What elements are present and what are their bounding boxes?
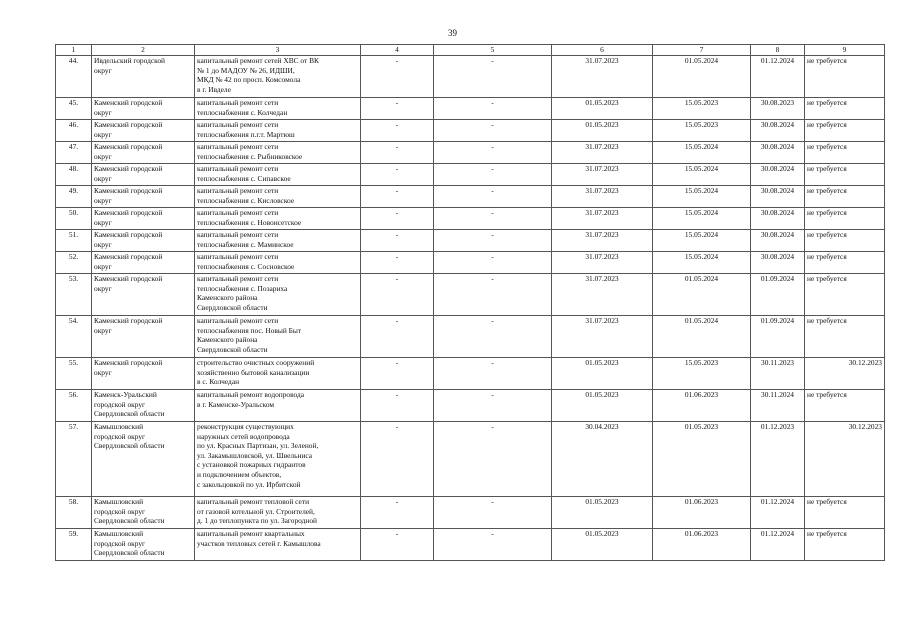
table-row: [56, 422, 885, 497]
column-5-cell: -: [434, 497, 552, 529]
date-mid-cell: 15.05.2024: [653, 252, 751, 274]
requirement-cell: не требуется: [805, 208, 885, 230]
municipality-cell: Каменский городской округ: [92, 186, 195, 208]
work-description-cell: капитальный ремонт сети теплоснабжения с. Кисловское: [195, 186, 361, 208]
date-mid-cell: 01.05.2023: [653, 422, 751, 497]
municipality-cell: Каменский городской округ: [92, 274, 195, 316]
column-5-cell: -: [434, 164, 552, 186]
date-mid-cell: 01.05.2024: [653, 274, 751, 316]
column-4-cell: -: [361, 529, 434, 561]
requirement-cell: 30.12.2023: [805, 358, 885, 390]
column-5-cell: -: [434, 230, 552, 252]
column-header: 8: [751, 45, 805, 56]
date-start-cell: 31.07.2023: [552, 316, 653, 358]
table-row: [56, 56, 885, 98]
requirement-cell: не требуется: [805, 56, 885, 98]
column-5-cell: -: [434, 208, 552, 230]
column-header: 2: [92, 45, 195, 56]
work-description-cell: капитальный ремонт водопровода в г. Каменске-Уральском: [195, 390, 361, 422]
municipality-cell: Каменский городской округ: [92, 164, 195, 186]
column-4-cell: -: [361, 186, 434, 208]
municipality-cell: Каменский городской округ: [92, 98, 195, 120]
date-end-cell: 30.08.2024: [751, 164, 805, 186]
requirement-cell: не требуется: [805, 186, 885, 208]
row-number-cell: 57.: [56, 422, 92, 497]
date-start-cell: 31.07.2023: [552, 252, 653, 274]
municipality-cell: Камышловский городской округ Свердловской области: [92, 529, 195, 561]
date-end-cell: 30.08.2023: [751, 98, 805, 120]
table-row: [56, 358, 885, 390]
column-4-cell: -: [361, 120, 434, 142]
date-start-cell: 31.07.2023: [552, 142, 653, 164]
column-5-cell: -: [434, 316, 552, 358]
municipality-cell: Каменский городской округ: [92, 120, 195, 142]
work-description-cell: капитальный ремонт сети теплоснабжения с. Рыбниковское: [195, 142, 361, 164]
row-number-cell: 58.: [56, 497, 92, 529]
column-5-cell: -: [434, 186, 552, 208]
column-5-cell: -: [434, 274, 552, 316]
table-row: [56, 390, 885, 422]
municipality-cell: Каменский городской округ: [92, 230, 195, 252]
date-mid-cell: 01.05.2024: [653, 56, 751, 98]
work-description-cell: капитальный ремонт сети теплоснабжения с. Колчедан: [195, 98, 361, 120]
row-number-cell: 48.: [56, 164, 92, 186]
requirement-cell: не требуется: [805, 529, 885, 561]
municipality-cell: Каменский городской округ: [92, 252, 195, 274]
date-start-cell: 31.07.2023: [552, 208, 653, 230]
row-number-cell: 59.: [56, 529, 92, 561]
work-description-cell: капитальный ремонт сети теплоснабжения с. Сипавское: [195, 164, 361, 186]
municipality-cell: Каменский городской округ: [92, 316, 195, 358]
column-4-cell: -: [361, 142, 434, 164]
date-end-cell: 01.12.2023: [751, 422, 805, 497]
requirement-cell: не требуется: [805, 164, 885, 186]
column-4-cell: -: [361, 56, 434, 98]
table-row: [56, 186, 885, 208]
table-row: [56, 497, 885, 529]
column-5-cell: -: [434, 358, 552, 390]
row-number-cell: 49.: [56, 186, 92, 208]
work-description-cell: строительство очистных сооружений хозяйственно бытовой канализации в с. Колчедан: [195, 358, 361, 390]
table-row: [56, 274, 885, 316]
requirement-cell: не требуется: [805, 98, 885, 120]
date-mid-cell: 15.05.2024: [653, 208, 751, 230]
row-number-cell: 52.: [56, 252, 92, 274]
requirement-cell: не требуется: [805, 274, 885, 316]
date-end-cell: 01.12.2024: [751, 497, 805, 529]
date-start-cell: 01.05.2023: [552, 497, 653, 529]
table-row: [56, 142, 885, 164]
date-start-cell: 30.04.2023: [552, 422, 653, 497]
municipality-cell: Камышловский городской округ Свердловской области: [92, 422, 195, 497]
work-description-cell: капитальный ремонт сети теплоснабжения с. Маминское: [195, 230, 361, 252]
column-5-cell: -: [434, 422, 552, 497]
date-mid-cell: 15.05.2024: [653, 186, 751, 208]
row-number-cell: 55.: [56, 358, 92, 390]
requirement-cell: не требуется: [805, 252, 885, 274]
column-4-cell: -: [361, 98, 434, 120]
requirement-cell: не требуется: [805, 230, 885, 252]
column-4-cell: -: [361, 208, 434, 230]
row-number-cell: 46.: [56, 120, 92, 142]
date-end-cell: 30.08.2024: [751, 142, 805, 164]
requirement-cell: не требуется: [805, 390, 885, 422]
work-description-cell: капитальный ремонт сети теплоснабжения с. Новоисетское: [195, 208, 361, 230]
date-mid-cell: 01.06.2023: [653, 529, 751, 561]
column-5-cell: -: [434, 98, 552, 120]
date-end-cell: 01.12.2024: [751, 56, 805, 98]
date-end-cell: 01.09.2024: [751, 316, 805, 358]
table-row: [56, 208, 885, 230]
row-number-cell: 54.: [56, 316, 92, 358]
municipality-cell: Камышловский городской округ Свердловской области: [92, 497, 195, 529]
requirement-cell: не требуется: [805, 497, 885, 529]
row-number-cell: 44.: [56, 56, 92, 98]
column-4-cell: -: [361, 252, 434, 274]
column-4-cell: -: [361, 230, 434, 252]
column-header: 3: [195, 45, 361, 56]
date-start-cell: 01.05.2023: [552, 529, 653, 561]
column-5-cell: -: [434, 252, 552, 274]
date-end-cell: 30.08.2024: [751, 252, 805, 274]
work-description-cell: капитальный ремонт квартальных участков тепловых сетей г. Камышлова: [195, 529, 361, 561]
requirement-cell: не требуется: [805, 316, 885, 358]
column-4-cell: -: [361, 164, 434, 186]
table-row: [56, 98, 885, 120]
date-end-cell: 30.11.2023: [751, 358, 805, 390]
column-4-cell: -: [361, 497, 434, 529]
table-row: [56, 252, 885, 274]
date-mid-cell: 15.05.2024: [653, 164, 751, 186]
work-description-cell: капитальный ремонт сетей ХВС от ВК № 1 до МАДОУ № 26, ИДШИ, МКД № 42 по просп. Комсомола в г. Ивделе: [195, 56, 361, 98]
date-start-cell: 01.05.2023: [552, 98, 653, 120]
table-row: [56, 529, 885, 561]
date-mid-cell: 15.05.2023: [653, 358, 751, 390]
date-mid-cell: 15.05.2023: [653, 98, 751, 120]
date-start-cell: 01.05.2023: [552, 120, 653, 142]
requirement-cell: не требуется: [805, 120, 885, 142]
date-end-cell: 01.09.2024: [751, 274, 805, 316]
municipality-cell: Ивдельский городской округ: [92, 56, 195, 98]
page-number: 39: [448, 28, 457, 38]
requirement-cell: 30.12.2023: [805, 422, 885, 497]
date-mid-cell: 15.05.2024: [653, 142, 751, 164]
column-header: 4: [361, 45, 434, 56]
row-number-cell: 51.: [56, 230, 92, 252]
table-row: [56, 120, 885, 142]
column-4-cell: -: [361, 422, 434, 497]
municipality-cell: Каменский городской округ: [92, 142, 195, 164]
column-5-cell: -: [434, 390, 552, 422]
date-start-cell: 31.07.2023: [552, 274, 653, 316]
date-end-cell: 30.08.2024: [751, 230, 805, 252]
work-description-cell: капитальный ремонт сети теплоснабжения пос. Новый Быт Каменского района Свердловской области: [195, 316, 361, 358]
work-description-cell: капитальный ремонт сети теплоснабжения с. Сосновское: [195, 252, 361, 274]
column-header: 7: [653, 45, 751, 56]
column-header: 6: [552, 45, 653, 56]
row-number-cell: 50.: [56, 208, 92, 230]
date-start-cell: 01.05.2023: [552, 358, 653, 390]
date-end-cell: 30.08.2024: [751, 120, 805, 142]
column-5-cell: -: [434, 56, 552, 98]
row-number-cell: 47.: [56, 142, 92, 164]
work-description-cell: капитальный ремонт тепловой сети от газовой котельной ул. Строителей, д. 1 до теплопункта по ул. Загородной: [195, 497, 361, 529]
column-header: 5: [434, 45, 552, 56]
date-start-cell: 01.05.2023: [552, 390, 653, 422]
municipality-cell: Каменск-Уральский городской округ Свердловской области: [92, 390, 195, 422]
column-5-cell: -: [434, 529, 552, 561]
date-start-cell: 31.07.2023: [552, 186, 653, 208]
column-4-cell: -: [361, 358, 434, 390]
date-mid-cell: 15.05.2024: [653, 230, 751, 252]
column-header: 1: [56, 45, 92, 56]
row-number-cell: 45.: [56, 98, 92, 120]
row-number-cell: 53.: [56, 274, 92, 316]
column-4-cell: -: [361, 316, 434, 358]
table-row: [56, 316, 885, 358]
date-end-cell: 30.08.2024: [751, 186, 805, 208]
date-end-cell: 30.08.2024: [751, 208, 805, 230]
work-description-cell: капитальный ремонт сети теплоснабжения п.г.т. Мартюш: [195, 120, 361, 142]
column-5-cell: -: [434, 120, 552, 142]
date-start-cell: 31.07.2023: [552, 56, 653, 98]
table-row: [56, 164, 885, 186]
requirement-cell: не требуется: [805, 142, 885, 164]
projects-table: [55, 44, 885, 561]
column-number-row: [56, 45, 885, 56]
municipality-cell: Каменский городской округ: [92, 358, 195, 390]
work-description-cell: капитальный ремонт сети теплоснабжения с. Позариха Каменского района Свердловской области: [195, 274, 361, 316]
column-5-cell: -: [434, 142, 552, 164]
table-row: [56, 230, 885, 252]
date-mid-cell: 01.05.2024: [653, 316, 751, 358]
date-mid-cell: 01.06.2023: [653, 497, 751, 529]
date-end-cell: 01.12.2024: [751, 529, 805, 561]
column-4-cell: -: [361, 274, 434, 316]
municipality-cell: Каменский городской округ: [92, 208, 195, 230]
column-4-cell: -: [361, 390, 434, 422]
row-number-cell: 56.: [56, 390, 92, 422]
date-mid-cell: 15.05.2023: [653, 120, 751, 142]
date-start-cell: 31.07.2023: [552, 230, 653, 252]
work-description-cell: реконструкция существующих наружных сетей водопровода по ул. Красных Партизан, ул. Зеленой, ул. Закамышловской, ул. Швельниса с установкой пожарных гидрантов и подключением объектов, с закольцовкой по ул. Ирбитской: [195, 422, 361, 497]
date-mid-cell: 01.06.2023: [653, 390, 751, 422]
column-header: 9: [805, 45, 885, 56]
date-end-cell: 30.11.2024: [751, 390, 805, 422]
date-start-cell: 31.07.2023: [552, 164, 653, 186]
